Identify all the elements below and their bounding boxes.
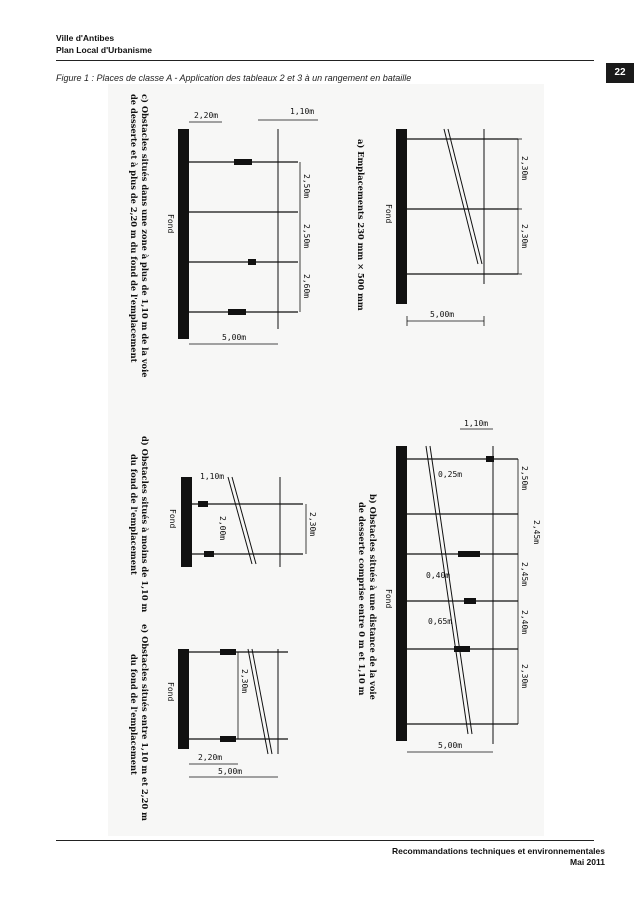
panel-c-caption-line2: de desserte et à plus de 2,20 m du fond de l'emplacement xyxy=(129,94,139,363)
panel-a-dim-length: 5,00m xyxy=(430,310,455,319)
figure-caption: Figure 1 : Places de classe A - Application des tableaux 2 et 3 à un rangement en bataille xyxy=(56,73,412,83)
panel-a-caption-text: a) Emplacements 230 mm × 500 mm xyxy=(356,139,366,311)
panel-e-caption xyxy=(129,624,150,821)
panel-d-dim-obstacle: 2,00m xyxy=(218,516,227,541)
footer-date: Mai 2011 xyxy=(570,857,605,867)
panel-b-dim-length: 5,00m xyxy=(438,741,463,750)
panel-b-fond-label: Fond xyxy=(384,589,393,609)
panel-b-caption xyxy=(356,494,378,700)
panel-b-dim-zone: 1,10m xyxy=(464,419,489,428)
panel-e-dim-obstacle: 2,20m xyxy=(198,753,223,762)
panel-b-dim-w5: 2,30m xyxy=(520,664,529,689)
panel-e-diagram xyxy=(166,649,288,777)
panel-c-caption xyxy=(128,94,150,378)
panel-b-dim-obs3: 0,65m xyxy=(428,617,453,626)
panel-c-dim-length: 5,00m xyxy=(222,333,247,342)
panel-b-dim-obs2: 0,40m xyxy=(426,571,451,580)
panel-e-caption-line2: du fond de l'emplacement xyxy=(129,654,139,775)
document-footer xyxy=(392,846,605,868)
panel-d-diagram xyxy=(168,472,317,567)
panel-d-caption-line2: du fond de l'emplacement xyxy=(129,454,139,575)
panel-b-dim-w2: 2,45m xyxy=(532,520,541,545)
panel-c-diagram xyxy=(166,107,318,344)
panel-d-dim-width: 2,30m xyxy=(308,512,317,537)
figure-drawing xyxy=(108,84,544,836)
panel-c-dim-width: 2,20m xyxy=(194,111,219,120)
header-divider xyxy=(56,60,594,61)
page-number: 22 xyxy=(606,63,634,83)
panel-a-dim-2: 2,30m xyxy=(520,224,529,249)
panel-e-caption-line1: e) Obstacles situés entre 1,10 m et 2,20 m xyxy=(140,624,150,821)
header-city: Ville d'Antibes xyxy=(56,33,115,43)
panel-d-caption-line1: d) Obstacles situés à moins de 1,10 m xyxy=(140,436,150,613)
panel-b-dim-w1: 2,50m xyxy=(520,466,529,491)
panel-b-dim-obs1: 0,25m xyxy=(438,470,463,479)
panel-e-dim-width: 2,30m xyxy=(240,669,249,694)
panel-a-dim-1: 2,30m xyxy=(520,156,529,181)
panel-c-dim-clear: 1,10m xyxy=(290,107,315,116)
panel-d-caption xyxy=(129,436,150,612)
panel-b-dim-w4: 2,40m xyxy=(520,610,529,635)
footer-divider xyxy=(56,840,594,841)
panel-a-fond-label: Fond xyxy=(384,204,393,224)
panel-b-caption-line2: de desserte comprise entre 0 m et 1,10 m xyxy=(357,502,367,696)
footer-title: Recommandations techniques et environnementales xyxy=(391,846,605,856)
panel-c-dim-3: 2,60m xyxy=(302,274,311,299)
panel-a-wall xyxy=(396,129,407,304)
panel-b-diagram xyxy=(384,419,541,752)
panel-e-fond-label: Fond xyxy=(166,682,175,702)
panel-a-caption xyxy=(356,139,366,311)
panel-c-caption-line1: c) Obstacles situés dans une zone à plus de 1,10 m de la voie xyxy=(140,94,150,378)
panel-d-wall xyxy=(181,477,192,567)
panel-e-wall xyxy=(178,649,189,749)
panel-b-dim-w3: 2,45m xyxy=(520,562,529,587)
panel-d-fond-label: Fond xyxy=(168,509,177,529)
panel-c-dim-2: 2,50m xyxy=(302,224,311,249)
panel-b-caption-line1: b) Obstacles situés à une distance de la voie xyxy=(368,494,378,700)
panel-c-dim-1: 2,50m xyxy=(302,174,311,199)
panel-c-wall xyxy=(178,129,189,339)
panel-a-diagram xyxy=(384,129,529,326)
panel-b-wall xyxy=(396,446,407,741)
panel-d-dim-clear: 1,10m xyxy=(200,472,225,481)
header-plan: Plan Local d'Urbanisme xyxy=(56,45,153,55)
panel-e-dim-length: 5,00m xyxy=(218,767,243,776)
panel-c-fond-label: Fond xyxy=(166,214,175,234)
document-header xyxy=(56,32,152,56)
